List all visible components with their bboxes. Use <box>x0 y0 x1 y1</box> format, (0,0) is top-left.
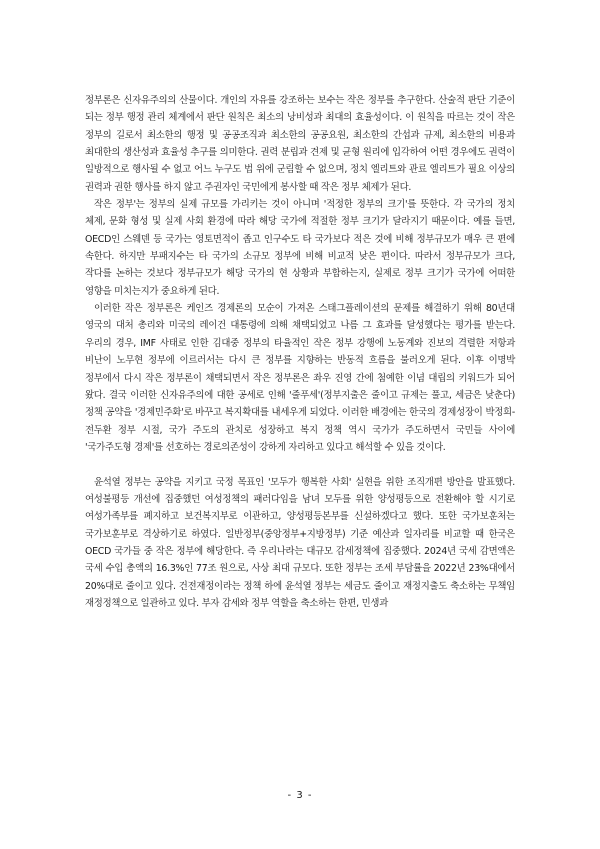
paragraph-small-government-theory: 정부론은 신자유주의의 산물이다. 개인의 자유를 강조하는 보수는 작은 정부를 추구한다. 산술적 판단 기준이 되는 정부 행정 관리 체계에서 판단 원칙은 최소의 낭비성과 최대의 효율성이다. 이 원칙을 따르는 것이 작은 정부의 길로서 최소한의 행정 및 공공조직과 최소한의 공공요원, 최소한의 간섭과 규제, 최소한의 비용과 최대한의 생산성과 효율성 추구를 의미한다. 권력 분립과 견제 및 균형 원리에 입각하여 어떤 경우에도 권력이 일방적으로 행사될 수 없고 어느 누구도 법 위에 군림할 수 없으며, 정치 엘리트와 관료 엘리트가 필요 이상의 권력과 권한 행사를 하지 않고 주권자인 국민에게 봉사할 때 작은 정부 체제가 된다. <box>85 95 515 193</box>
document-body <box>85 92 515 612</box>
paragraph-appropriate-government-size: 작은 정부'는 정부의 실제 규모를 가리키는 것이 아니며 '적정한 정부의 크기'를 뜻한다. 각 국가의 정치 체제, 문화 형성 및 실제 사회 환경에 따라 해당 국가에 적절한 정부 크기가 달라지기 때문이다. 예를 들면, OECD인 스웨덴 등 국가는 영토면적이 좁고 인구수도 타 국가보다 적은 것에 비해 정부규모가 매우 큰 편에 속한다. 하지만 부패지수는 타 국가의 소규모 정부에 비해 비교적 낮은 편이다. 따라서 정부규모가 크다, 작다를 논하는 것보다 정부규모가 해당 국가의 현 상황과 부합하는지, 실제로 정부 크기가 국가에 어떠한 영향을 미치는지가 중요하게 된다. <box>85 199 515 297</box>
paragraph-yoon-government: 윤석열 정부는 공약을 지키고 국정 목표인 '모두가 행복한 사회' 실현을 위한 조직개편 방안을 발표했다. 여성불평등 개선에 집중했던 여성정책의 패러다임을 남녀 모두를 위한 양성평등으로 전환해야 할 시기로 여성가족부를 폐지하고 보건복지부로 이관하고, 양성평등본부를 신설하겠다고 했다. 또한 국가보훈처는 국가보훈부로 격상하기로 하였다. 일반정부(중앙정부+지방정부) 기준 예산과 일자리를 비교할 때 한국은 OECD 국가들 중 작은 정부에 해당한다. 즉 우리나라는 대규모 감세정책에 집중했다. 2024년 국세 감면액은 국세 수입 총액의 16.3%인 77조 원으로, 사상 최대 규모다. 또한 정부는 조세 부담률을 2022년 23%대에서 20%대로 줄이고 있다. 건전재정이라는 정책 하에 윤석열 정부는 세금도 줄이고 재정지출도 축소하는 무책임 재정정책으로 일관하고 있다. 부자 감세와 정부 역할을 축소하는 한편, 민생과 <box>85 476 515 610</box>
paragraph-korean-history: 이러한 작은 정부론은 케인즈 경제론의 모순이 가져온 스태그플레이션의 문제를 해결하기 위해 80년대 영국의 대처 총리와 미국의 레이건 대통령에 의해 채택되었고 나름 그 효과를 달성했다는 평가를 받는다. 우리의 경우, IMF 사태로 인한 김대중 정부의 타율적인 작은 정부 강행에 노동계와 진보의 격렬한 저항과 비난이 노무현 정부에 이르러서는 다시 큰 정부를 지향하는 반동적 흐름을 불러오게 된다. 이후 이명박 정부에서 다시 작은 정부론이 채택되면서 작은 정부론은 좌우 진영 간에 첨예한 이념 대립의 키워드가 되어 왔다. 결국 이러한 신자유주의에 대한 공세로 인해 '줄푸세'(정부지출은 줄이고 규제는 풀고, 세금은 낮춘다) 정책 공약을 '경제민주화'로 바꾸고 복지확대를 내세우게 되었다. 이러한 배경에는 한국의 경제성장이 박정희-전두환 정부 시절, 국가 주도의 관치로 성장하고 복지 정책 역시 국가가 주도하면서 국민들 사이에 '국가주도형 경제'를 선호하는 경로의존성이 강하게 자리하고 있다고 해석할 수 있을 것이다. <box>85 303 515 453</box>
page-number: - 3 - <box>287 790 313 801</box>
